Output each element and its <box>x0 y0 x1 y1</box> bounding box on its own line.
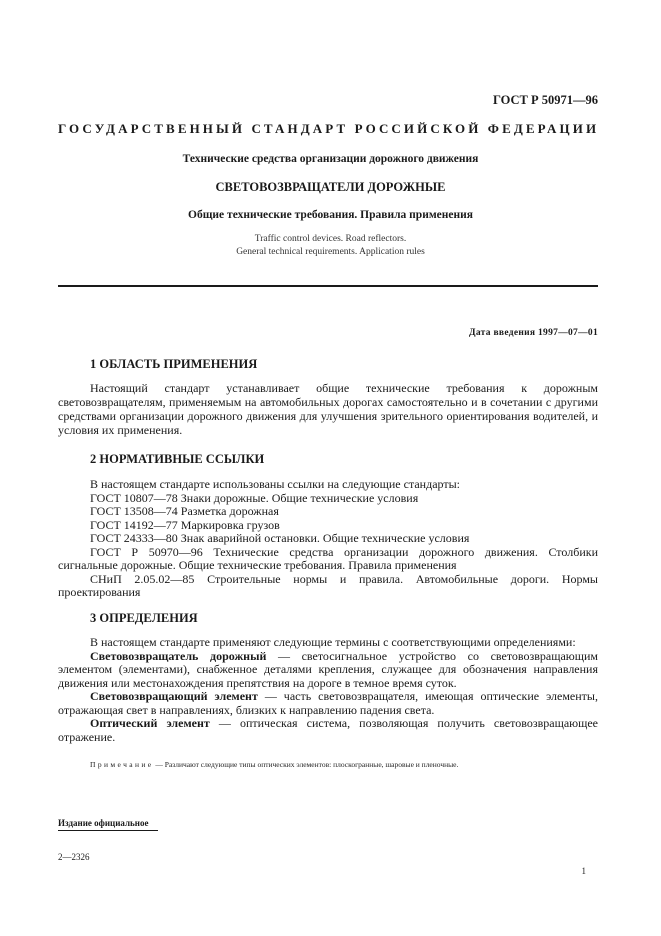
official-edition-label: Издание официальное <box>58 818 149 828</box>
definition-item <box>58 690 598 717</box>
introduction-date: Дата введения 1997—07—01 <box>469 328 598 338</box>
definition-item <box>58 650 598 691</box>
definition-term: Световозвращающий элемент <box>90 689 258 703</box>
english-title-line-2: General technical requirements. Application rules <box>236 247 425 257</box>
definition-text: — оптическая система, позволяющая получить световозвращающее отражение. <box>58 716 599 744</box>
page-number: 1 <box>581 866 586 876</box>
definition-text: — часть световозвращателя, имеющая оптические элементы, отражающая свет в направлениях, близких к направлению падения света. <box>58 689 598 717</box>
reference-item: ГОСТ 14192—77 Маркировка грузов <box>90 517 280 532</box>
edition-underline <box>58 830 158 831</box>
definitions-intro: В настоящем стандарте применяют следующие термины с соответствующими определениями: <box>90 635 576 649</box>
definition-text: — светосигнальное устройство со световозвращающим элементом (элементами), снабженное деталями крепления, служащее для обозначения направления движения или местонахождения препятствия на дороге в темное время суток. <box>58 648 599 690</box>
references-intro: В настоящем стандарте использованы ссылки на следующие стандарты: <box>90 477 461 491</box>
definition-term: Оптический элемент <box>90 716 210 730</box>
reference-item: СНиП 2.05.02—85 Строительные нормы и правила. Автомобильные дороги. Нормы проектирования <box>58 571 598 599</box>
reference-item: ГОСТ Р 50970—96 Технические средства организации дорожного движения. Столбики сигнальные дорожные. Общие технические требования. Правила применения <box>58 544 598 572</box>
reference-item: ГОСТ 10807—78 Знаки дорожные. Общие технические условия <box>90 490 419 505</box>
document-code: ГОСТ Р 50971—96 <box>492 93 598 107</box>
english-title <box>0 233 661 259</box>
note-label: Примечание <box>90 760 154 769</box>
reference-item: ГОСТ 13508—74 Разметка дорожная <box>90 504 279 518</box>
subtitle-traffic-control: Технические средства организации дорожного движения <box>182 153 479 165</box>
section-1-paragraph <box>58 381 598 437</box>
print-code: 2—2326 <box>58 852 90 862</box>
references-list <box>58 478 598 600</box>
section-2-heading: 2 НОРМАТИВНЫЕ ССЫЛКИ <box>90 452 265 466</box>
subtitle-requirements: Общие технические требования. Правила применения <box>188 209 473 221</box>
note <box>90 760 458 769</box>
header-divider <box>58 285 598 287</box>
note-text: — Различают следующие типы оптических элементов: плоскогранные, шаровые и пленочные. <box>153 760 459 769</box>
main-title: СВЕТОВОЗВРАЩАТЕЛИ ДОРОЖНЫЕ <box>215 180 446 194</box>
reference-item: ГОСТ 24333—80 Знак аварийной остановки. Общие технические условия <box>90 531 470 545</box>
section-3-heading: 3 ОПРЕДЕЛЕНИЯ <box>90 611 198 625</box>
section-1-heading: 1 ОБЛАСТЬ ПРИМЕНЕНИЯ <box>90 357 258 371</box>
state-standard-title: ГОСУДАРСТВЕННЫЙ СТАНДАРТ РОССИЙСКОЙ ФЕДЕРАЦИИ <box>58 121 600 136</box>
english-title-line-1: Traffic control devices. Road reflectors. <box>254 234 407 244</box>
definition-item <box>58 717 598 744</box>
definitions-list <box>58 636 598 744</box>
section-1-text: Настоящий стандарт устанавливает общие технические требования к дорожным световозвращателям, применяемым на автомобильных дорогах самостоятельно и в сочетании с другими средствами организации дорожного движения для улучшения зрительного ориентирования водителей, и условия их применения. <box>58 381 598 437</box>
definition-term: Световозвращатель дорожный <box>90 648 267 663</box>
